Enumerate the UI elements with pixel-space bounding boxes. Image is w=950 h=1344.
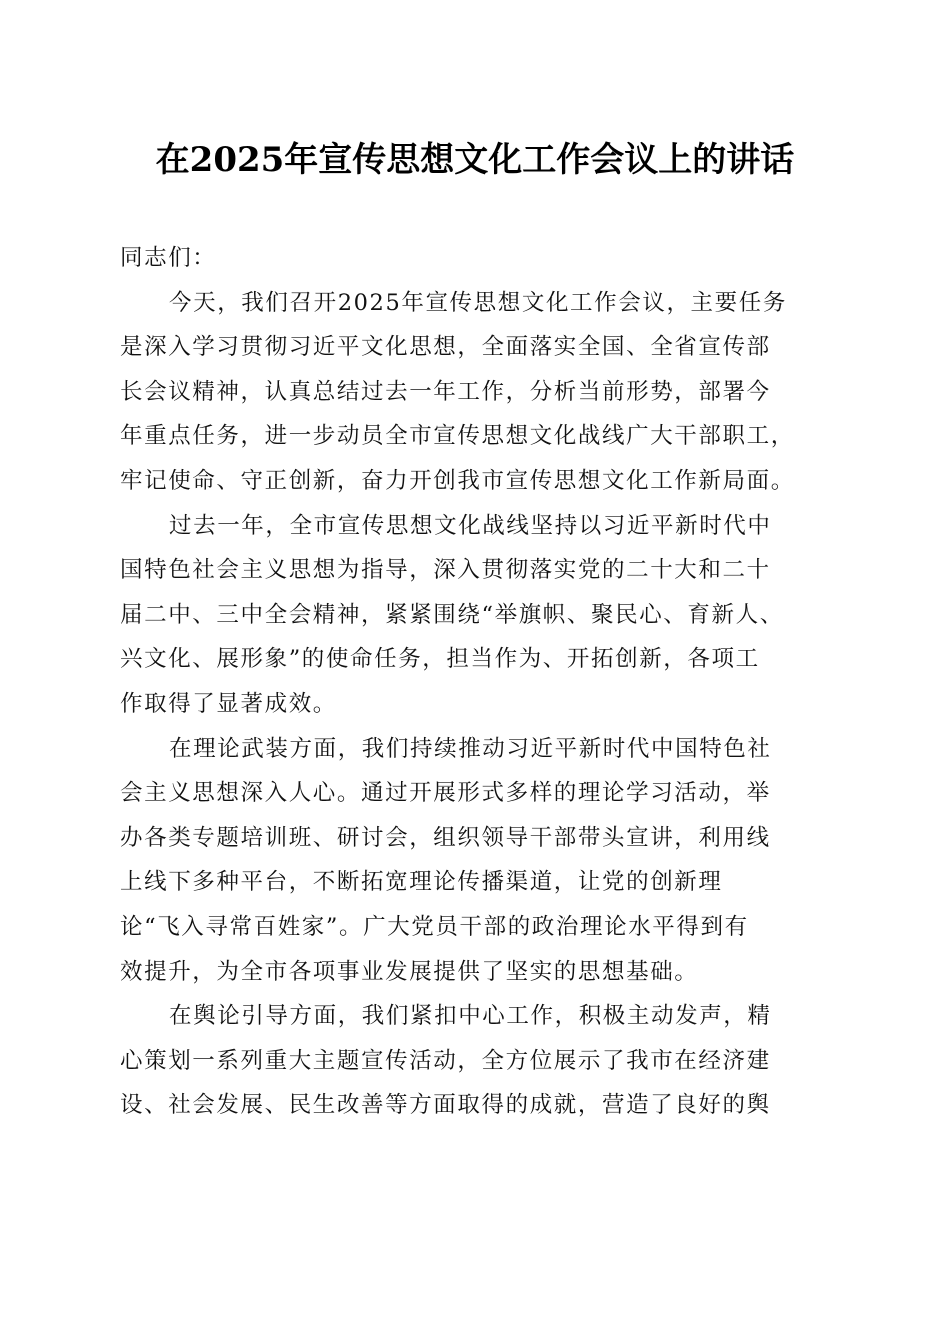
paragraph-4-line-3: 设、社会发展、民生改善等方面取得的成就，营造了良好的舆 xyxy=(120,1092,771,1119)
paragraph-4-line-2: 心策划一系列重大主题宣传活动，全方位展示了我市在经济建 xyxy=(120,1047,771,1074)
paragraph-3-line-6: 效提升，为全市各项事业发展提供了坚实的思想基础。 xyxy=(120,958,699,985)
paragraph-2-line-4: 兴文化、展形象”的使命任务，担当作为、开拓创新，各项工 xyxy=(120,646,760,673)
paragraph-1-line-3: 长会议精神，认真总结过去一年工作，分析当前形势，部署今 xyxy=(120,378,771,405)
paragraph-3-line-5: 论“飞入寻常百姓家”。广大党员干部的政治理论水平得到有 xyxy=(120,913,749,940)
paragraph-2-line-1: 过去一年，全市宣传思想文化战线坚持以习近平新时代中 xyxy=(169,512,772,539)
paragraph-3-line-4: 上线下多种平台，不断拓宽理论传播渠道，让党的创新理 xyxy=(120,869,723,896)
paragraph-1-line-5: 牢记使命、守正创新，奋力开创我市宣传思想文化工作新局面。 xyxy=(120,467,795,494)
paragraph-1-line-1: 今天，我们召开2025年宣传思想文化工作会议，主要任务 xyxy=(169,289,787,316)
salutation: 同志们： xyxy=(120,245,217,271)
paragraph-3-line-2: 会主义思想深入人心。通过开展形式多样的理论学习活动，举 xyxy=(120,780,771,807)
paragraph-3-line-3: 办各类专题培训班、研讨会，组织领导干部带头宣讲，利用线 xyxy=(120,824,771,851)
paragraph-1-line-2: 是深入学习贯彻习近平文化思想，全面落实全国、全省宣传部 xyxy=(120,334,771,361)
paragraph-1-line-4: 年重点任务，进一步动员全市宣传思想文化战线广大干部职工， xyxy=(120,423,795,450)
document-title: 在2025年宣传思想文化工作会议上的讲话 xyxy=(155,140,795,180)
paragraph-2-line-5: 作取得了显著成效。 xyxy=(120,690,337,717)
paragraph-3-line-1: 在理论武装方面，我们持续推动习近平新时代中国特色社 xyxy=(169,735,772,762)
document-body xyxy=(120,236,840,1128)
paragraph-2-line-3: 届二中、三中全会精神，紧紧围绕“举旗帜、聚民心、育新人、 xyxy=(120,601,784,628)
paragraph-2-line-2: 国特色社会主义思想为指导，深入贯彻落实党的二十大和二十 xyxy=(120,557,771,584)
paragraph-4-line-1: 在舆论引导方面，我们紧扣中心工作，积极主动发声，精 xyxy=(169,1003,772,1030)
